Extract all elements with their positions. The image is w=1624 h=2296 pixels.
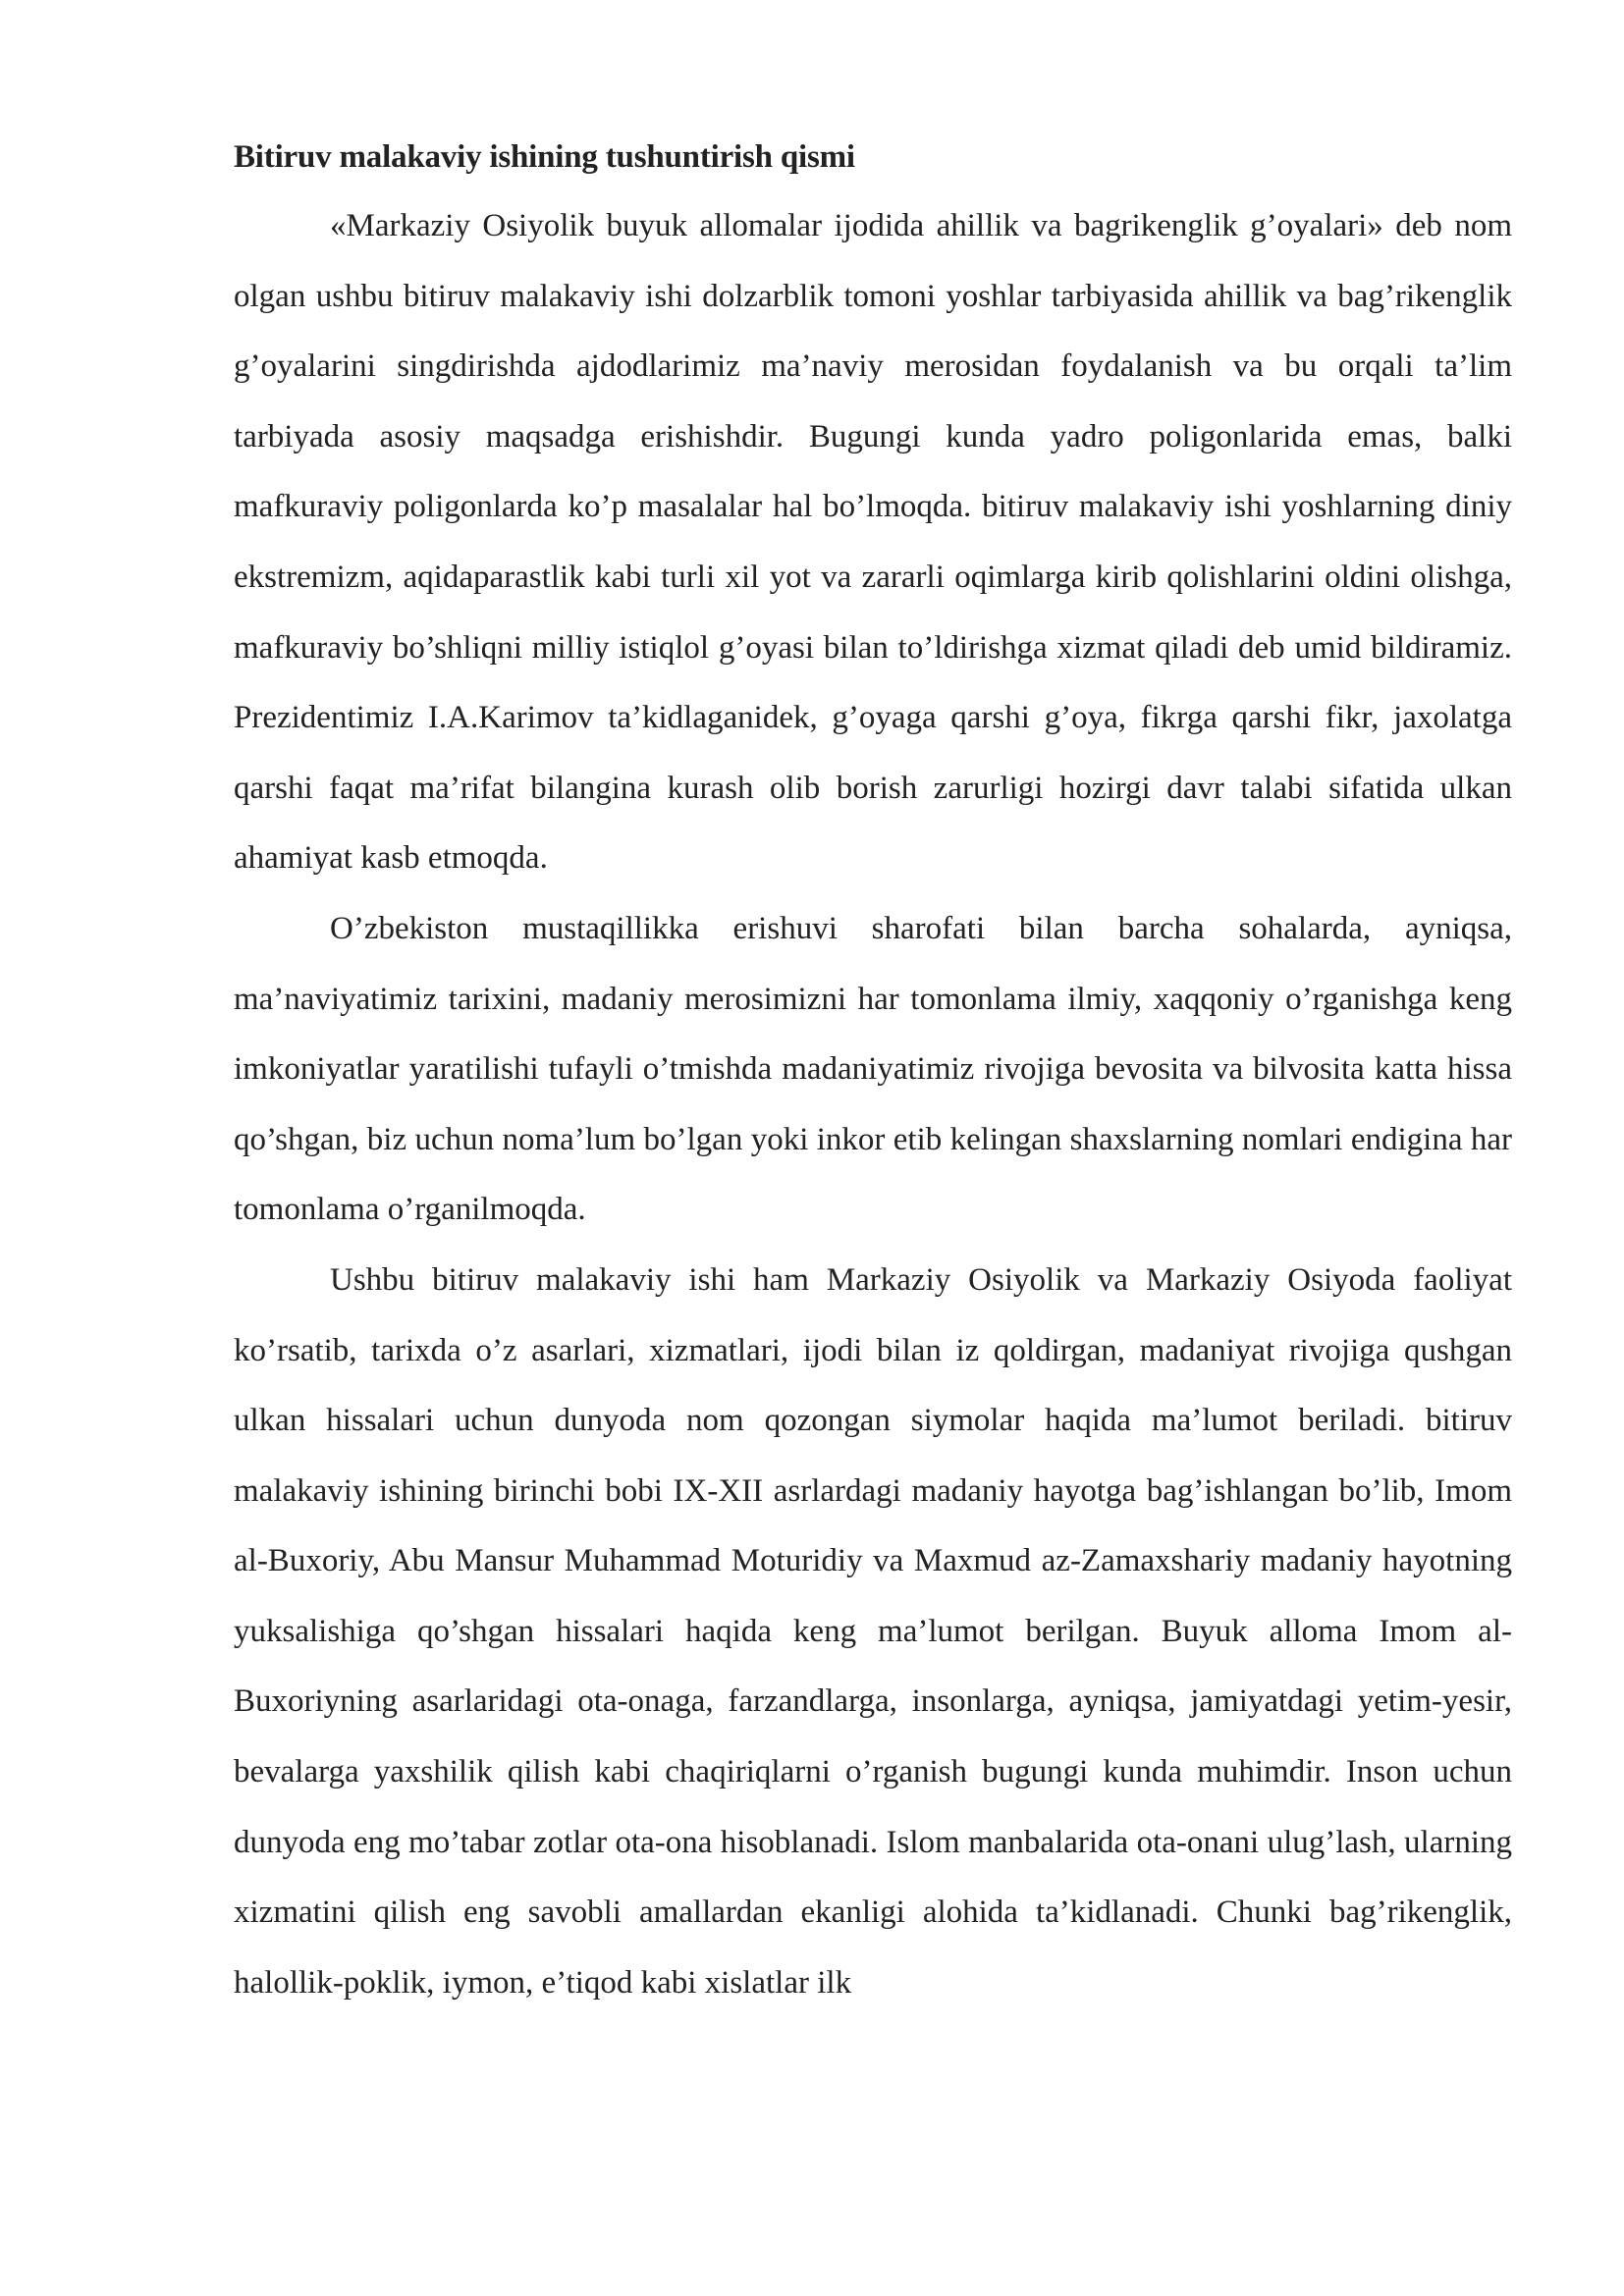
paragraph-2: O’zbekiston mustaqillikka erishuvi sharofati bilan barcha sohalarda, ayniqsa, ma’naviyatimiz tarixini, madaniy merosimizni har tomonlama ilmiy, xaqqoniy o’rganishga keng imkoniyatlar yaratilishi tufayli o’tmishda madaniyatimiz rivojiga bevosita va bilvosita katta hissa qo’shgan, biz uchun noma’lum bo’lgan yoki inkor etib kelingan shaxslarning nomlari endigina har tomonlama o’rganilmoqda.	[234, 910, 1512, 1228]
document-body	[234, 133, 1512, 2018]
paragraph-1: «Markaziy Osiyolik buyuk allomalar ijodida ahillik va bagrikenglik g’oyalari» deb nom olgan ushbu bitiruv malakaviy ishi dolzarblik tomoni yoshlar tarbiyasida ahillik va bag’rikenglik g’oyalarini singdirishda ajdodlarimiz ma’naviy merosidan foydalanish va bu orqali ta’lim tarbiyada asosiy maqsadga erishishdir. Bugungi kunda yadro poligonlarida emas, balki mafkuraviy poligonlarda ko’p masalalar hal bo’lmoqda. bitiruv malakaviy ishi yoshlarning diniy ekstremizm, aqidaparastlik kabi turli xil yot va zararli oqimlarga kirib qolishlarini oldini olishga, mafkuraviy bo’shliqni milliy istiqlol g’oyasi bilan to’ldirishga xizmat qiladi deb umid bildiramiz. Prezidentimiz I.A.Karimov ta’kidlaganidek, g’oyaga qarshi g’oya, fikrga qarshi fikr, jaxolatga qarshi faqat ma’rifat bilangina kurash olib borish zarurligi hozirgi davr talabi sifatida ulkan ahamiyat kasb etmoqda.	[234, 208, 1512, 877]
section-heading: Bitiruv malakaviy ishining tushuntirish qismi	[234, 139, 855, 175]
paragraph-3: Ushbu bitiruv malakaviy ishi ham Markaziy Osiyolik va Markaziy Osiyoda faoliyat ko’rsatib, tarixda o’z asarlari, xizmatlari, ijodi bilan iz qoldirgan, madaniyat rivojiga qushgan ulkan hissalari uchun dunyoda nom qozongan siymolar haqida ma’lumot beriladi. bitiruv malakaviy ishining birinchi bobi IX-XII asrlardagi madaniy hayotga bag’ishlangan bo’lib, Imom al-Buxoriy, Abu Mansur Muhammad Moturidiy va Maxmud az-Zamaxshariy madaniy hayotning yuksalishiga qo’shgan hissalari haqida keng ma’lumot berilgan. Buyuk alloma Imom al-Buxoriyning asarlaridagi ota-onaga, farzandlarga, insonlarga, ayniqsa, jamiyatdagi yetim-yesir, bevalarga yaxshilik qilish kabi chaqiriqlarni o’rganish bugungi kunda muhimdir. Inson uchun dunyoda eng mo’tabar zotlar ota-ona hisoblanadi. Islom manbalarida ota-onani ulug’lash, ularning xizmatini qilish eng savobli amallardan ekanligi alohida ta’kidlanadi. Chunki bag’rikenglik, halollik-poklik, iymon, e’tiqod kabi xislatlar ilk	[234, 1261, 1512, 2001]
